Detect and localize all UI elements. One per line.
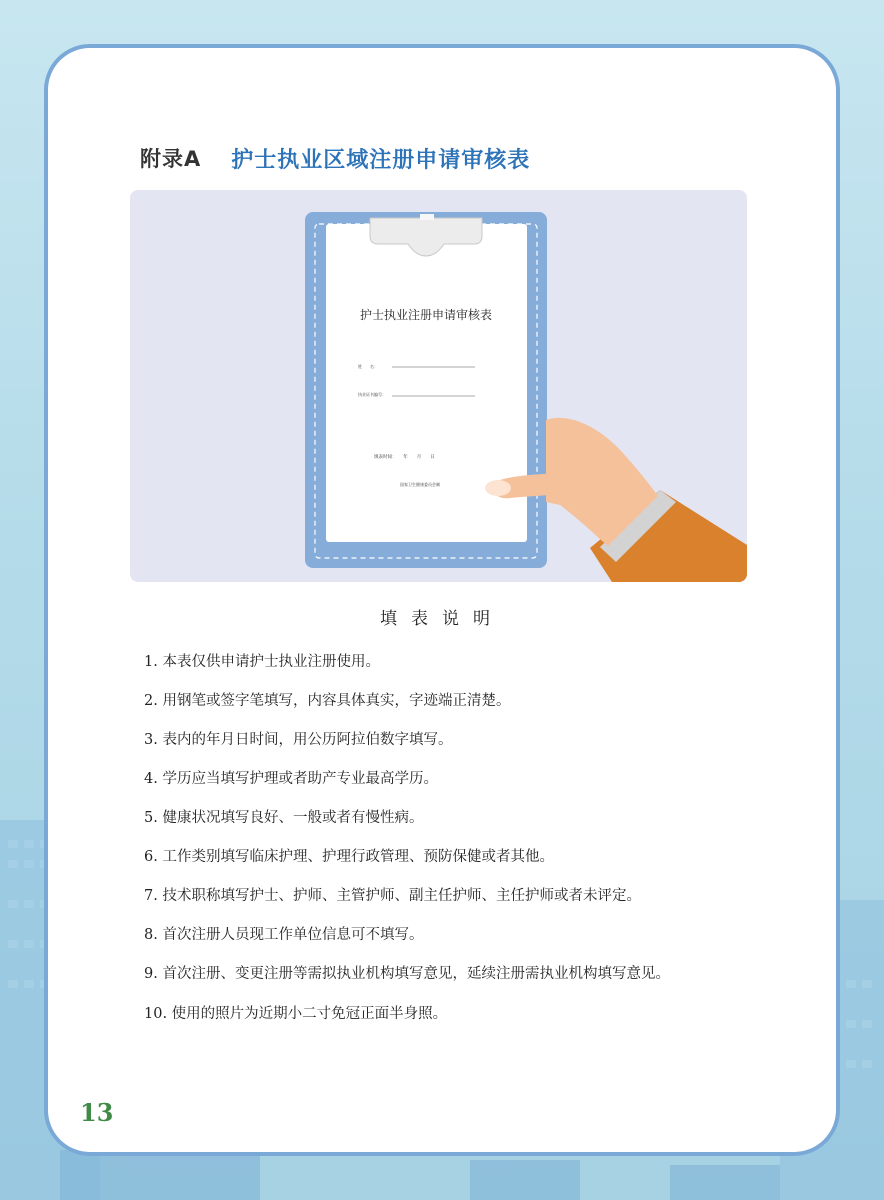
instruction-item: 10. 使用的照片为近期小二寸免冠正面半身照。 [144,1006,448,1022]
form-field-cert: 执业证书编号： [358,392,386,397]
form-title: 护士执业注册申请审核表 [359,308,493,322]
page-number: 13 [80,1098,114,1127]
instruction-item: 9. 首次注册、变更注册等需拟执业机构填写意见，延续注册需执业机构填写意见。 [144,966,670,982]
instruction-item: 1. 本表仅供申请护士执业注册使用。 [144,654,380,670]
thumbnail [485,480,511,496]
instruction-item: 3. 表内的年月日时间，用公历阿拉伯数字填写。 [144,732,453,748]
instruction-item: 8. 首次注册人员现工作单位信息可不填写。 [144,927,424,943]
instructions-list [144,652,744,1043]
instruction-item: 4. 学历应当填写护理或者助产专业最高学历。 [144,771,438,787]
appendix-label: 附录A [140,147,202,171]
form-issuer: 国家卫生健康委员会制 [400,482,440,487]
instruction-item: 7. 技术职称填写护士、护师、主管护师、副主任护师、主任护师或者未评定。 [144,888,641,904]
clip-top [420,214,434,220]
clipboard-illustration [130,190,747,582]
form-field-name: 姓 名： [358,364,378,369]
instruction-item: 5. 健康状况填写良好、一般或者有慢性病。 [144,810,424,826]
appendix-title: 护士执业区域注册申请审核表 [231,147,531,173]
form-date: 填表时间： 年 月 日 [374,455,435,460]
page-title [140,142,530,174]
instruction-item: 6. 工作类别填写临床护理、护理行政管理、预防保健或者其他。 [144,849,554,865]
clipboard-drawing [130,190,747,582]
instructions-heading: 填表说明 [380,609,504,629]
instruction-item: 2. 用钢笔或签字笔填写，内容具体真实，字迹端正清楚。 [144,693,511,709]
